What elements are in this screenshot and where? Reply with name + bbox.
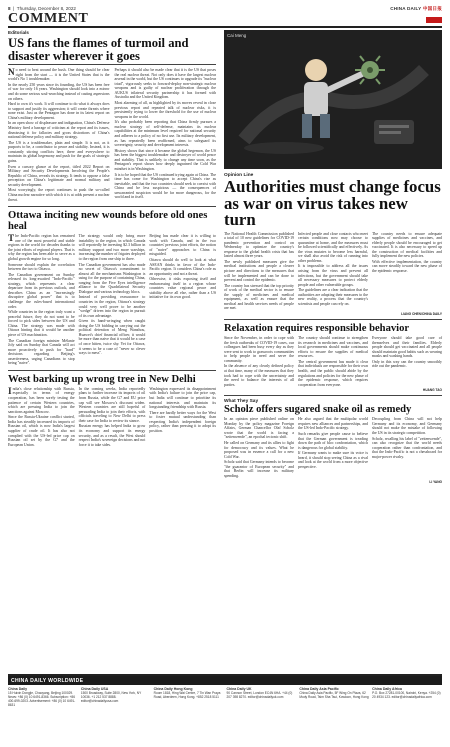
footer-office bbox=[81, 687, 151, 707]
article-paragraph: The Indo-Pacific region has remained one of the most peaceful and stable regions in the world for decades thanks to the joint efforts of regional players. That is why the region has been able to serve as a global growth engine for so long. bbox=[8, 233, 75, 261]
lead-editorial-headline: US fans the flames of turmoil and disaster wherever it goes bbox=[8, 36, 189, 63]
lead-editorial-col2 bbox=[115, 68, 217, 203]
editorials-column bbox=[8, 30, 216, 448]
what-they-say-col2 bbox=[298, 417, 368, 479]
footer-office bbox=[226, 687, 296, 707]
article-paragraph: The country should continue to strengthen its research in medicines and vaccines, and local governments should make continuous efforts to ensure the supplies of medical resources. bbox=[298, 336, 368, 359]
opinion-column bbox=[224, 30, 442, 484]
footer-office-text: Room 1818, Hing Wai Centre, 7 Tin Wan Praya Road, Aberdeen, Hong Kong. +852 2518 5111 bbox=[153, 691, 221, 700]
article-paragraph: The guidelines are a clear indication that the authorities are adapting their measures to the new reality, a process that the country's scientists and people can rely on. bbox=[298, 288, 368, 306]
article-paragraph: Someone should explain the correlation between the two to Ottawa. bbox=[8, 262, 75, 272]
article-paragraph: In the absence of any clearly defined policy at that time, many of the measures that they took had to cope with the uncertainty and the need to balance the interests of all parties. bbox=[224, 364, 294, 387]
footer-office bbox=[8, 687, 78, 707]
second-editorial-headline: Ottawa inciting new wounds before old ones heal bbox=[8, 210, 208, 233]
opinion-byline: LIANG CHEN/CHINA DAILY bbox=[401, 312, 442, 317]
article-paragraph: It is impossible to address all the issues arising from the virus and prevent all infections, but the government should take all necessary measures to protect elderly people and other vulnerable groups. bbox=[298, 264, 368, 287]
article-paragraph: Since the November, in order to cope with the fresh outbreaks of COVID-19 cases, our colleagues had been busy every day as they were sent to work to grassroots communities to help people in need and serve the community. bbox=[224, 336, 294, 363]
brand bbox=[390, 6, 442, 12]
section-title: COMMENT bbox=[8, 11, 89, 26]
footer-office-title: China Daily USA bbox=[80, 687, 109, 691]
footer-columns bbox=[8, 685, 442, 707]
footer-office-title: China Daily Hong Kong bbox=[153, 687, 193, 691]
article-paragraph: The National Health Commission published a total of 10 new guidelines for COVID-19 pandemic prevention and control on Wednesday to optimize the country's response to the global health crisis that has lasted almost three years. bbox=[224, 231, 294, 259]
article-paragraph: The central government has made it clear that individuals are responsible for their own health, and the public should abide by the regulations and policies for the new phase of the epidemic response, which requires cooperation from everyone. bbox=[298, 359, 368, 387]
article-paragraph: While countries in the region truly want a peaceful future, they do not want to be forced to pick sides between the US and China. The strategy was made with Ottawa hinting that it would be another piece of US machination. bbox=[8, 310, 75, 337]
footer-office-title: China Daily Africa bbox=[372, 687, 402, 691]
footer-office-text: 90 Cannon Street, London EC4N 6HA. +44 (0) 207 398 8270. editor@chinadailyuk.com bbox=[226, 691, 293, 700]
article-paragraph: In the nearly 250 years since its founding, the US has been free of war for only 16 years. Washington should look into a mirror and do some serious soul-searching instead of casting aspersions on others. bbox=[8, 82, 110, 101]
article-paragraph: Hard to own it's work. It will continue to do what it always does to support and justify its aggression; it will create threats where none exist. Just as the Pentagon has done in its latest report on China's military development. bbox=[8, 102, 110, 120]
article-paragraph: No need to beat around the bush. One thing should be clear right from the start — it is the United States that is the world's No 1 troublemaker. bbox=[8, 67, 110, 82]
article-paragraph: The Canadian government has also made no secret of Ottawa's commitment to almost all the mechanisms Washington is using for the purpose of containing China, ranging from the Five Eyes intelligence alliance to the Quadrilateral Security Dialogue and various technology blocs. bbox=[78, 262, 146, 294]
footer-office-text: China Daily Asia Pacific, 5F Wing On Plaza, 62 Mody Road, Tsim Sha Tsui, Kowloon, Hong Kong bbox=[299, 691, 369, 700]
section-mark bbox=[426, 17, 442, 23]
article-paragraph: The country needs to ensure adequate supplies of medicines and vaccines, and elderly people should be encouraged to get vaccinated. It is also necessary to speed up the construction of medical facilities and fully implement the new policies. bbox=[372, 231, 442, 259]
footer-office-text: P.O. Box 27281-00100, Nairobi, Kenya. +254 (0) 20 4934 123. editor@chinadailyafrica.com bbox=[372, 691, 441, 700]
footer-office-title: China Daily Asia Pacific bbox=[299, 687, 339, 691]
article-paragraph: Since the Russia-Ukraine conflict started, India has steadily increased its imports of Russian oil, which is now India's largest supplier of crude oil. It has also not complied with the US-led price cap on Russian oil set by the G7 and the European Union. bbox=[8, 415, 75, 447]
editorial-cartoon bbox=[224, 30, 442, 169]
article-paragraph: Most alarming of all, as highlighted by its moves reveal in close previous report and repeated talk of nuclear risks, it is persistently trying to lower the threshold for the use of nuclear weapons in the world. bbox=[114, 101, 216, 119]
article-paragraph: The Canadian government on Sunday released its long-awaited "Indo-Pacific" strategy, which represents a clear departure from its previous outlook, and describes China as an "increasingly disruptive global power" that is to challenge the rules-based international order. bbox=[8, 272, 75, 309]
cartoon-illustration bbox=[224, 30, 442, 169]
article-paragraph: Instead of providing reassurance to countries in the region, Ottawa's strategy could very well prove to be another "wedge" driven into the region in pursuit of its own advantage. bbox=[78, 295, 146, 318]
article-paragraph: The Canadian foreign minister Mélanie Joly said on Sunday that Canada will act more proactively to push for "hard" decisions regarding Beijing's assertiveness, urging Canadians to stop being "naive". bbox=[8, 338, 75, 366]
article-paragraph: In an opinion piece published online on Monday by the policy magazine Foreign Affairs, German Chancellor Olaf Scholz wrote that the world is facing a "zeitenwende", an epochal tectonic shift. bbox=[224, 417, 294, 440]
relaxation-headline: Relaxation requires responsible behavior bbox=[224, 323, 410, 335]
article-paragraph: The country has stressed that the top priority of work of the medical sector is to ensure the supply of medicines and medical equipment, as well as ensure that the medical and health services needs of people are met. bbox=[224, 283, 294, 311]
opinion-body bbox=[224, 232, 442, 313]
page-number: 8 bbox=[8, 6, 11, 11]
what-they-say-col1 bbox=[224, 417, 294, 479]
article-paragraph: Only in this way can the country smoothly ride out the pandemic. bbox=[372, 359, 442, 369]
second-editorial-col1 bbox=[8, 234, 75, 367]
cartoon-credit: Cai Meng bbox=[227, 33, 247, 38]
footer bbox=[8, 674, 442, 707]
divider bbox=[8, 64, 216, 65]
footer-office bbox=[372, 687, 442, 707]
divider bbox=[224, 319, 442, 320]
article-paragraph: Such remarks give people cause to believe that the German government is treading down the path of bloc confrontation, which is dangerous for global stability. bbox=[298, 432, 368, 450]
relaxation-col3 bbox=[372, 336, 442, 388]
opinion-label: Opinion Line bbox=[224, 173, 254, 178]
article-paragraph: In the coming weeks, India reportedly plans to further increase its imports of oil from Russia, while the G7 and EU price cap will see Moscow's discount widen. Western countries are still hopeful of persuading India to join their efforts, with officials traveling to New Delhi to press their case for India to review its stance. bbox=[78, 386, 146, 423]
what-they-say-headline: Scholz offers sugared snake oil as remedy bbox=[224, 404, 412, 416]
article-paragraph: Russian energy has helped India to grow its economy and support its energy security, and as a result, the West should respect India's sovereign decisions and not force it to take sides. bbox=[78, 424, 146, 447]
opinion-col1 bbox=[224, 232, 294, 313]
lead-editorial-col1 bbox=[8, 68, 110, 203]
third-editorial-col3 bbox=[149, 387, 216, 448]
footer-office-text: 1500 Broadway, Suite 2800, New York, NY 10036. +1 212 537 8888. editor@chinadailyusa.com bbox=[80, 691, 142, 704]
article-paragraph: Scholz said that Germany intends to become "the guarantor of European security" and that Berlin will increase its military spending. bbox=[224, 460, 294, 479]
what-they-say-byline: LI YANG bbox=[429, 479, 442, 484]
footer-office-title: China Daily bbox=[8, 687, 28, 691]
article-paragraph: Beijing has made clear it is willing to work with Canada, and in the two countries' previous joint efforts, the notion of "naive" approaches to China is misguided. bbox=[149, 234, 217, 257]
article-paragraph: There are hardly better ways for the West to foster mutual understanding than respecting India's independent foreign policy, rather than pressing it to adopt its position. bbox=[149, 410, 217, 433]
footer-office-title: China Daily UK bbox=[226, 687, 252, 691]
article-paragraph: With effective implementation, the country can move steadily toward the new phase of the epidemic response. bbox=[372, 259, 442, 273]
section-header bbox=[8, 11, 442, 28]
footer-bar: CHINA DAILY WORLDWIDE bbox=[8, 676, 442, 685]
relaxation-col1 bbox=[224, 336, 294, 388]
article-paragraph: Washington expressed its disappointment with India's failure to join the price cap, but India will continue to prioritize its national interests and maintain its longstanding friendship with Russia. bbox=[149, 386, 217, 410]
opinion-headline: Authorities must change focus as war on virus takes new turn bbox=[224, 177, 441, 229]
article-paragraph: Everyone should take good care of themselves and their families. Elderly people should get vaccinated and all people should maintain good habits such as wearing masks and washing hands. bbox=[372, 336, 442, 359]
third-editorial-col1 bbox=[8, 387, 75, 448]
footer-office bbox=[299, 687, 369, 707]
article-paragraph: Scholz, recalling his label of "zeitenwende", can also recognize that the world needs cooperation rather than confrontation, and that the Indo-Pacific is not a chessboard for major-power rivalry. bbox=[372, 436, 442, 459]
brand-name: CHINA DAILY bbox=[390, 5, 422, 11]
article-paragraph: India's close relationship with Russia, especially in terms of energy cooperation, has been sorely testing the patience of certain Western countries, which are pressing India to join the sanctions against Moscow. bbox=[8, 385, 75, 414]
relaxation-byline: HUANG TAO bbox=[422, 388, 442, 393]
article-paragraph: The strategy would only bring more instability to the region, in which Canada will reportedly be investing $2.3 billion in military support and two more warships, increasing the number of frigates deployed to the region from one ship to three. bbox=[78, 234, 146, 261]
article-paragraph: Given its hand-wringing when caught doing the US bidding in carrying out the political detention of Meng Wanzhou, Huawei's chief financial officer, it would be more than naive that it would be a case of once bitten, twice shy. Yet for Ottawa, it seems to be a case of "never so clever ways to mess". bbox=[78, 319, 146, 356]
editorials-kicker: Editorials bbox=[8, 30, 29, 35]
relaxation-col2 bbox=[298, 336, 368, 388]
third-editorial-body bbox=[8, 387, 216, 448]
third-editorial-headline: West barking up wrong tree in New Delhi bbox=[8, 373, 196, 385]
article-paragraph: It's also probably been reporting that China firmly pursues a nuclear strategy of self-defense, maintains its nuclear capabilities at the minimum level required for national security and adheres to a policy of no first use. Its military development, as has repeatedly been reaffirmed, aims to safeguard its sovereignty, security and development interests. bbox=[114, 120, 216, 148]
article-paragraph: The newly published measures give the medical institutions and people a clearer picture and directions to the measures that will be implemented and can be done to prevent and control the epidemic. bbox=[224, 259, 294, 283]
article-paragraph: The US is a troublemaker, plain and simple. It is not, as it purports to be, a contributor to peace and stability. Instead, it is constantly stirring conflicts here, there and everywhere to maintain its global hegemony and push for the goals of strategic gains. bbox=[8, 140, 110, 163]
article-paragraph: Ottawa should do well to look at what ASEAN thinks in favor of the Indo-Pacific region. It considers China's role as an opportunity and not a threat. bbox=[149, 257, 217, 276]
what-they-say-col3 bbox=[372, 417, 442, 479]
footer-office bbox=[154, 687, 224, 707]
article-paragraph: It is to be hoped that the US continued trying again at China. The time has come for Washington to accept China's rise as inevitable, and that the two countries should seek to coexist with China and be less suspicious — the consequences of unwarranted suspicion would be far more dangerous, for the world and in itself. bbox=[114, 172, 216, 200]
opinion-col2 bbox=[298, 232, 368, 313]
opinion-col3 bbox=[372, 232, 442, 313]
third-editorial-col2 bbox=[79, 387, 146, 448]
article-paragraph: Infected people and close contacts who meet certain conditions now may choose to quarantine at home, and the measures must be followed scientifically and effectively. As the virus mutates to become less harmful, we shall also avoid the risk of running into other problems. bbox=[298, 231, 368, 263]
footer-office-text: 15 Huixin Dongjie, Chaoyang, Beijing 100029. News: +86 (0) 10 6491-8366. Subscription: +86 400-699-0203. Advertisement: +86 (0) 10 6491-8631 bbox=[8, 691, 76, 708]
divider bbox=[8, 370, 216, 371]
article-paragraph: Otherwise, it risks exposing itself and embarrassing itself in a region whose countries value regional peace and stability above all else, rather than a US initiative for its own good. bbox=[149, 277, 217, 300]
divider bbox=[8, 206, 216, 207]
article-paragraph: In an open show of displeasure and indignation, China's Defense Ministry fired a barrage of criticism at the report and its issues, dismissing it for fallacies and gross distortions of China's national defense policy and military strategy. bbox=[8, 121, 110, 140]
article-paragraph: He also argued that the multipolar world requires new alliances and partnerships, and the US-led Indo-Pacific strategy. bbox=[298, 417, 368, 431]
relaxation-body bbox=[224, 336, 442, 388]
article-paragraph: Even a cursory glance at the report, titled 2022 Report on Military and Security Developments Involving the People's Republic of China, reveals its strategy. It tends to oppose a false perception on China's legitimate and normal military and security development. bbox=[8, 164, 110, 187]
divider bbox=[224, 395, 442, 396]
article-paragraph: Most worryingly, the report continues to push the so-called China nuclear narrative with which it is at odds present a nuclear threat. bbox=[8, 188, 110, 202]
brand-chinese: 中国日报 bbox=[422, 5, 442, 11]
lead-editorial-body bbox=[8, 68, 216, 203]
page-date: Thursday, December 8, 2022 bbox=[16, 6, 76, 11]
article-paragraph: Decoupling from China will not help Germany and its economy, and Germany should not make the mistake of following the US in its strategic competition. bbox=[372, 417, 442, 435]
page-date-line: 8 | Thursday, December 8, 2022 bbox=[8, 6, 76, 11]
article-paragraph: History shows that since it became the global hegemon, the US has been the biggest troublemaker and destroyer of world peace and stability. That is unlikely to change any time soon, as the Pentagon's report shows how deeply ingrained the Cold War mindset is in Washington. bbox=[114, 148, 216, 171]
second-editorial-col2 bbox=[79, 234, 146, 367]
what-they-say-label: What They Say bbox=[224, 399, 259, 405]
second-editorial-body bbox=[8, 234, 216, 367]
second-editorial-col3 bbox=[149, 234, 216, 367]
newspaper-page bbox=[8, 4, 442, 743]
article-paragraph: He called on Germany and its allies to fight for democracy and its values. What he proposed was in essence a call for a new Cold War. bbox=[224, 441, 294, 459]
what-they-say-body bbox=[224, 417, 442, 479]
article-paragraph: Perhaps it should also be made clear that it is the US that poses the real nuclear threat. Not only does it have the largest nuclear arsenal in the world, but the US continues to upgrade its "nuclear triad", vigorously seeks to forward-deploy non-strategic nuclear weapons and is guilty of nuclear proliferation through the AUKUS trilateral security partnership it has formed with Australia and the United Kingdom. bbox=[114, 68, 216, 100]
article-paragraph: If Germany wants to make sure its voice is heard, it should stop seeing China as a rival and look at the world from a more objective perspective. bbox=[298, 451, 368, 469]
